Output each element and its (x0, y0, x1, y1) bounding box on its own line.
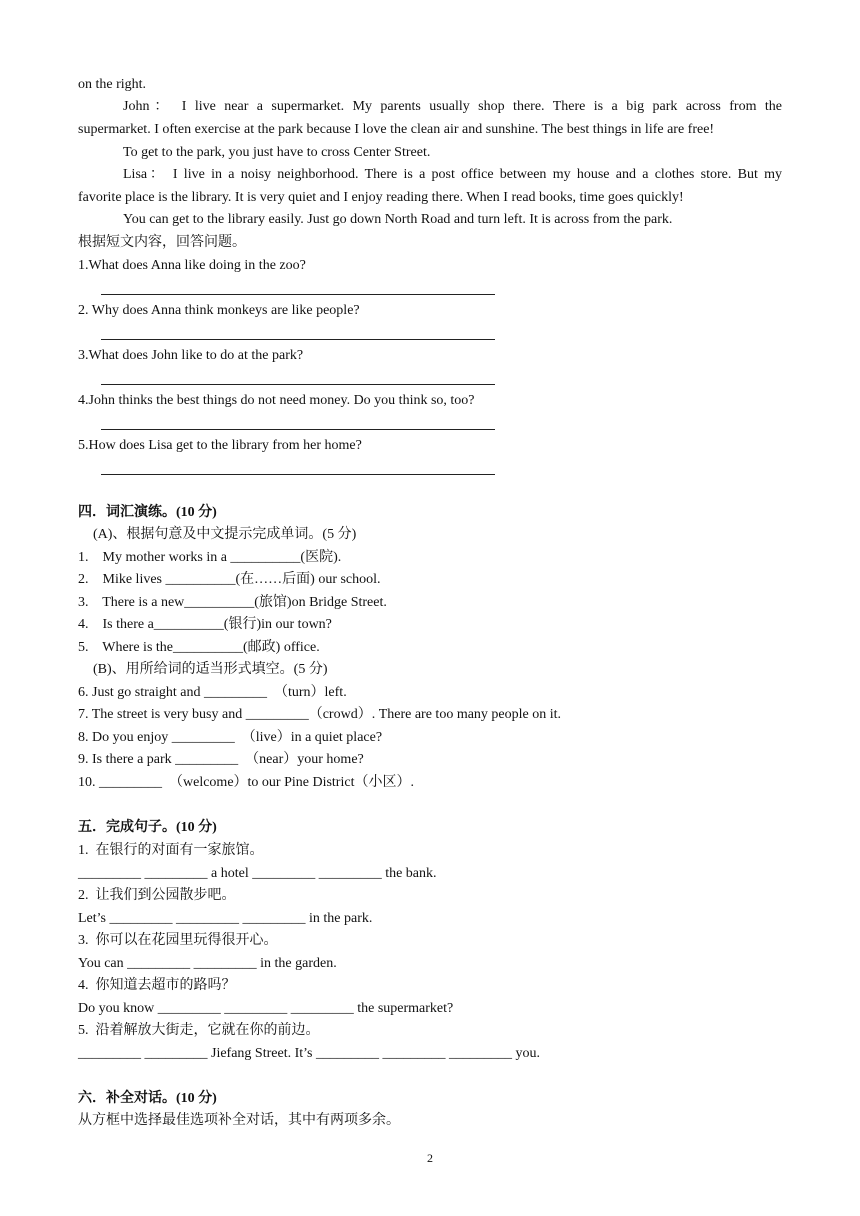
section4-item-2: 2. Mike lives __________(在……后面) our school. (78, 572, 381, 587)
passage-line: on the right. (78, 77, 147, 92)
section4-partB-title: (B)、用所给词的适当形式填空。(5 分) (93, 662, 328, 677)
section4-title: 四．词汇演练。(10 分) (78, 505, 217, 520)
section5-item-1-cn: 1. 在银行的对面有一家旅馆。 (78, 843, 264, 858)
section5-item-2-en: Let’s _________ _________ _________ in the park. (78, 911, 373, 926)
section5-item-3-en: You can _________ _________ in the garden. (78, 956, 337, 971)
section5-item-1-en: _________ _________ a hotel _________ _________ the bank. (78, 866, 437, 881)
passage-lisa-3: You can get to the library easily. Just go down North Road and turn left. It is across from the park. (123, 212, 673, 227)
reading-question-4: 4.John thinks the best things do not need money. Do you think so, too? (78, 393, 475, 408)
section6-instruction: 从方框中选择最佳选项补全对话，其中有两项多余。 (78, 1113, 400, 1128)
section4-item-10: 10. _________ （welcome）to our Pine District（小区）. (78, 775, 414, 790)
passage-john-2: supermarket. I often exercise at the park because I love the clean air and sunshine. The best things in life are free! (78, 122, 715, 137)
answer-line-1[interactable] (101, 294, 495, 295)
section5-item-5-en: _________ _________ Jiefang Street. It’s _________ _________ _________ you. (78, 1046, 540, 1061)
section5-item-2-cn: 2. 让我们到公园散步吧。 (78, 888, 236, 903)
answer-line-4[interactable] (101, 429, 495, 430)
section5-item-3-cn: 3. 你可以在花园里玩得很开心。 (78, 933, 278, 948)
section5-title: 五．完成句子。(10 分) (78, 820, 217, 835)
reading-question-3: 3.What does John like to do at the park? (78, 348, 304, 363)
section4-item-9: 9. Is there a park _________ （near）your home? (78, 752, 364, 767)
reading-question-1: 1.What does Anna like doing in the zoo? (78, 258, 306, 273)
reading-question-5: 5.How does Lisa get to the library from her home? (78, 438, 362, 453)
section6-title: 六．补全对话。(10 分) (78, 1091, 217, 1106)
passage-john-1: John： I live near a supermarket. My parents usually shop there. There is a big park across from the (123, 99, 782, 114)
section4-partA-title: (A)、根据句意及中文提示完成单词。(5 分) (93, 527, 357, 542)
section4-item-4: 4. Is there a__________(银行)in our town? (78, 617, 332, 632)
section4-item-8: 8. Do you enjoy _________ （live）in a quiet place? (78, 730, 383, 745)
section5-item-4-en: Do you know _________ _________ _________ the supermarket? (78, 1001, 454, 1016)
answer-line-3[interactable] (101, 384, 495, 385)
section5-item-5-cn: 5. 沿着解放大街走，它就在你的前边。 (78, 1023, 320, 1038)
section4-item-1: 1. My mother works in a __________(医院). (78, 550, 342, 565)
answer-line-2[interactable] (101, 339, 495, 340)
page-number: 2 (427, 1151, 433, 1165)
passage-lisa-1: Lisa： I live in a noisy neighborhood. There is a post office between my house and a clothes store. But my (123, 167, 782, 182)
passage-john-3: To get to the park, you just have to cross Center Street. (123, 145, 431, 160)
reading-instruction: 根据短文内容，回答问题。 (78, 235, 246, 250)
section4-item-6: 6. Just go straight and _________ （turn）left. (78, 685, 347, 700)
section4-item-3: 3. There is a new__________(旅馆)on Bridge Street. (78, 595, 387, 610)
passage-lisa-2: favorite place is the library. It is very quiet and I enjoy reading there. When I read books, time goes quickly! (78, 190, 684, 205)
section5-item-4-cn: 4. 你知道去超市的路吗？ (78, 978, 236, 993)
section4-item-7: 7. The street is very busy and _________（crowd）. There are too many people on it. (78, 707, 562, 722)
answer-line-5[interactable] (101, 474, 495, 475)
section4-item-5: 5. Where is the__________(邮政) office. (78, 640, 320, 655)
reading-question-2: 2. Why does Anna think monkeys are like people? (78, 303, 360, 318)
